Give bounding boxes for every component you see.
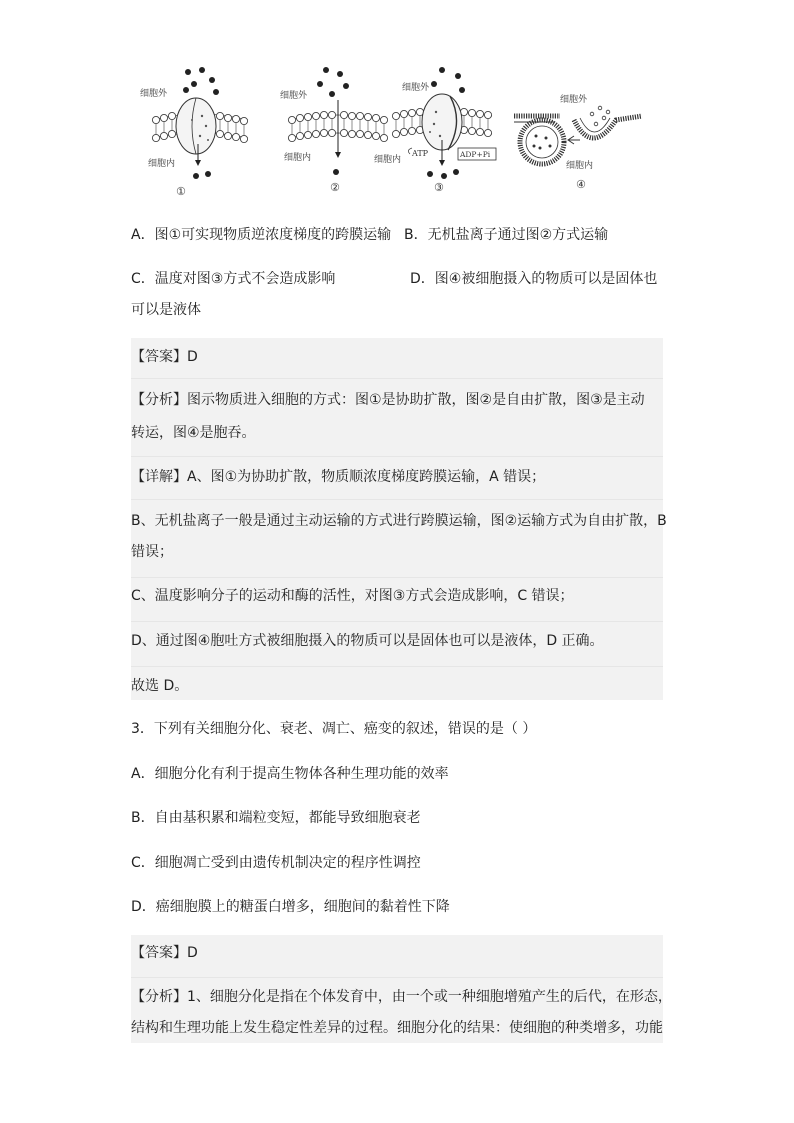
q3-analysis-line1: 【分析】1、细胞分化是指在个体发育中，由一个或一种细胞增殖产生的后代，在形态， xyxy=(131,989,672,1005)
diagram-1-number: ① xyxy=(176,185,186,198)
q3-option-d: D．癌细胞膜上的糖蛋白增多，细胞间的黏着性下降 xyxy=(131,899,450,915)
diagram-4-inside-label: 细胞内 xyxy=(566,161,594,171)
q2-answer: 【答案】D xyxy=(131,349,198,365)
q3-analysis-line2: 结构和生理功能上发生稳定性差异的过程。细胞分化的结果：使细胞的种类增多，功能 xyxy=(131,1020,663,1036)
q3-option-b: B．自由基积累和端粒变短，都能导致细胞衰老 xyxy=(131,810,421,826)
diagram-2-simple-diffusion xyxy=(280,67,388,194)
q2-detail-c: C、温度影响分子的运动和酶的活性，对图③方式会造成影响，C 错误； xyxy=(131,588,574,604)
q3-answer: 【答案】D xyxy=(131,945,198,961)
divider xyxy=(131,456,663,457)
q2-detail-b-line1: B、无机盐离子一般是通过主动运输的方式进行跨膜运输，图②运输方式为自由扩散，B xyxy=(131,513,667,529)
diagram-2-outside-label: 细胞外 xyxy=(280,91,308,101)
membrane-transport-figure xyxy=(130,60,670,200)
divider xyxy=(131,666,663,667)
q2-analysis-line1: 【分析】图示物质进入细胞的方式：图①是协助扩散，图②是自由扩散，图③是主动 xyxy=(131,392,645,408)
diagram-2-number: ② xyxy=(330,181,340,194)
diagram-4-outside-label: 细胞外 xyxy=(560,95,588,105)
q3-stem: 3．下列有关细胞分化、衰老、凋亡、癌变的叙述，错误的是（ ） xyxy=(131,721,537,737)
diagram-1-inside-label: 细胞内 xyxy=(148,159,176,169)
diagram-2-inside-label: 细胞内 xyxy=(284,153,312,163)
diagram-3-number: ③ xyxy=(434,181,444,194)
diagram-1-outside-label: 细胞外 xyxy=(140,89,168,99)
q2-detail-d: D、通过图④胞吐方式被细胞摄入的物质可以是固体也可以是液体，D 正确。 xyxy=(131,633,604,649)
atp-label: ATP xyxy=(412,149,429,158)
divider xyxy=(131,577,663,578)
divider xyxy=(131,378,663,379)
q3-option-a: A．细胞分化有利于提高生物体各种生理功能的效率 xyxy=(131,766,449,782)
diagram-4-number: ④ xyxy=(576,178,586,191)
q2-option-b: B．无机盐离子通过图②方式运输 xyxy=(404,227,609,243)
q2-detail-b-line2: 错误； xyxy=(131,544,173,560)
q2-option-a: A．图①可实现物质逆浓度梯度的跨膜运输 xyxy=(131,227,392,243)
q2-conclusion: 故选 D。 xyxy=(131,678,189,694)
q2-analysis-line2: 转运，图④是胞吞。 xyxy=(131,425,256,441)
diagram-3-inside-label: 细胞内 xyxy=(374,155,402,165)
divider xyxy=(131,977,663,978)
q2-detail-a: 【详解】A、图①为协助扩散，物质顺浓度梯度跨膜运输，A 错误； xyxy=(131,469,546,485)
q2-option-c: C．温度对图③方式不会造成影响 xyxy=(131,271,336,287)
q2-option-d-line2: 可以是液体 xyxy=(131,302,201,318)
divider xyxy=(131,621,663,622)
diagram-1-facilitated-diffusion xyxy=(140,67,248,198)
adp-pi-label: ADP+Pi xyxy=(460,150,491,159)
q3-option-c: C．细胞凋亡受到由遗传机制决定的程序性调控 xyxy=(131,855,421,871)
diagram-4-endocytosis xyxy=(514,93,642,191)
diagram-3-outside-label: 细胞外 xyxy=(402,83,430,93)
diagram-3-active-transport xyxy=(374,67,496,194)
q2-option-d-line1: D．图④被细胞摄入的物质可以是固体也 xyxy=(410,271,658,287)
divider xyxy=(131,499,663,500)
